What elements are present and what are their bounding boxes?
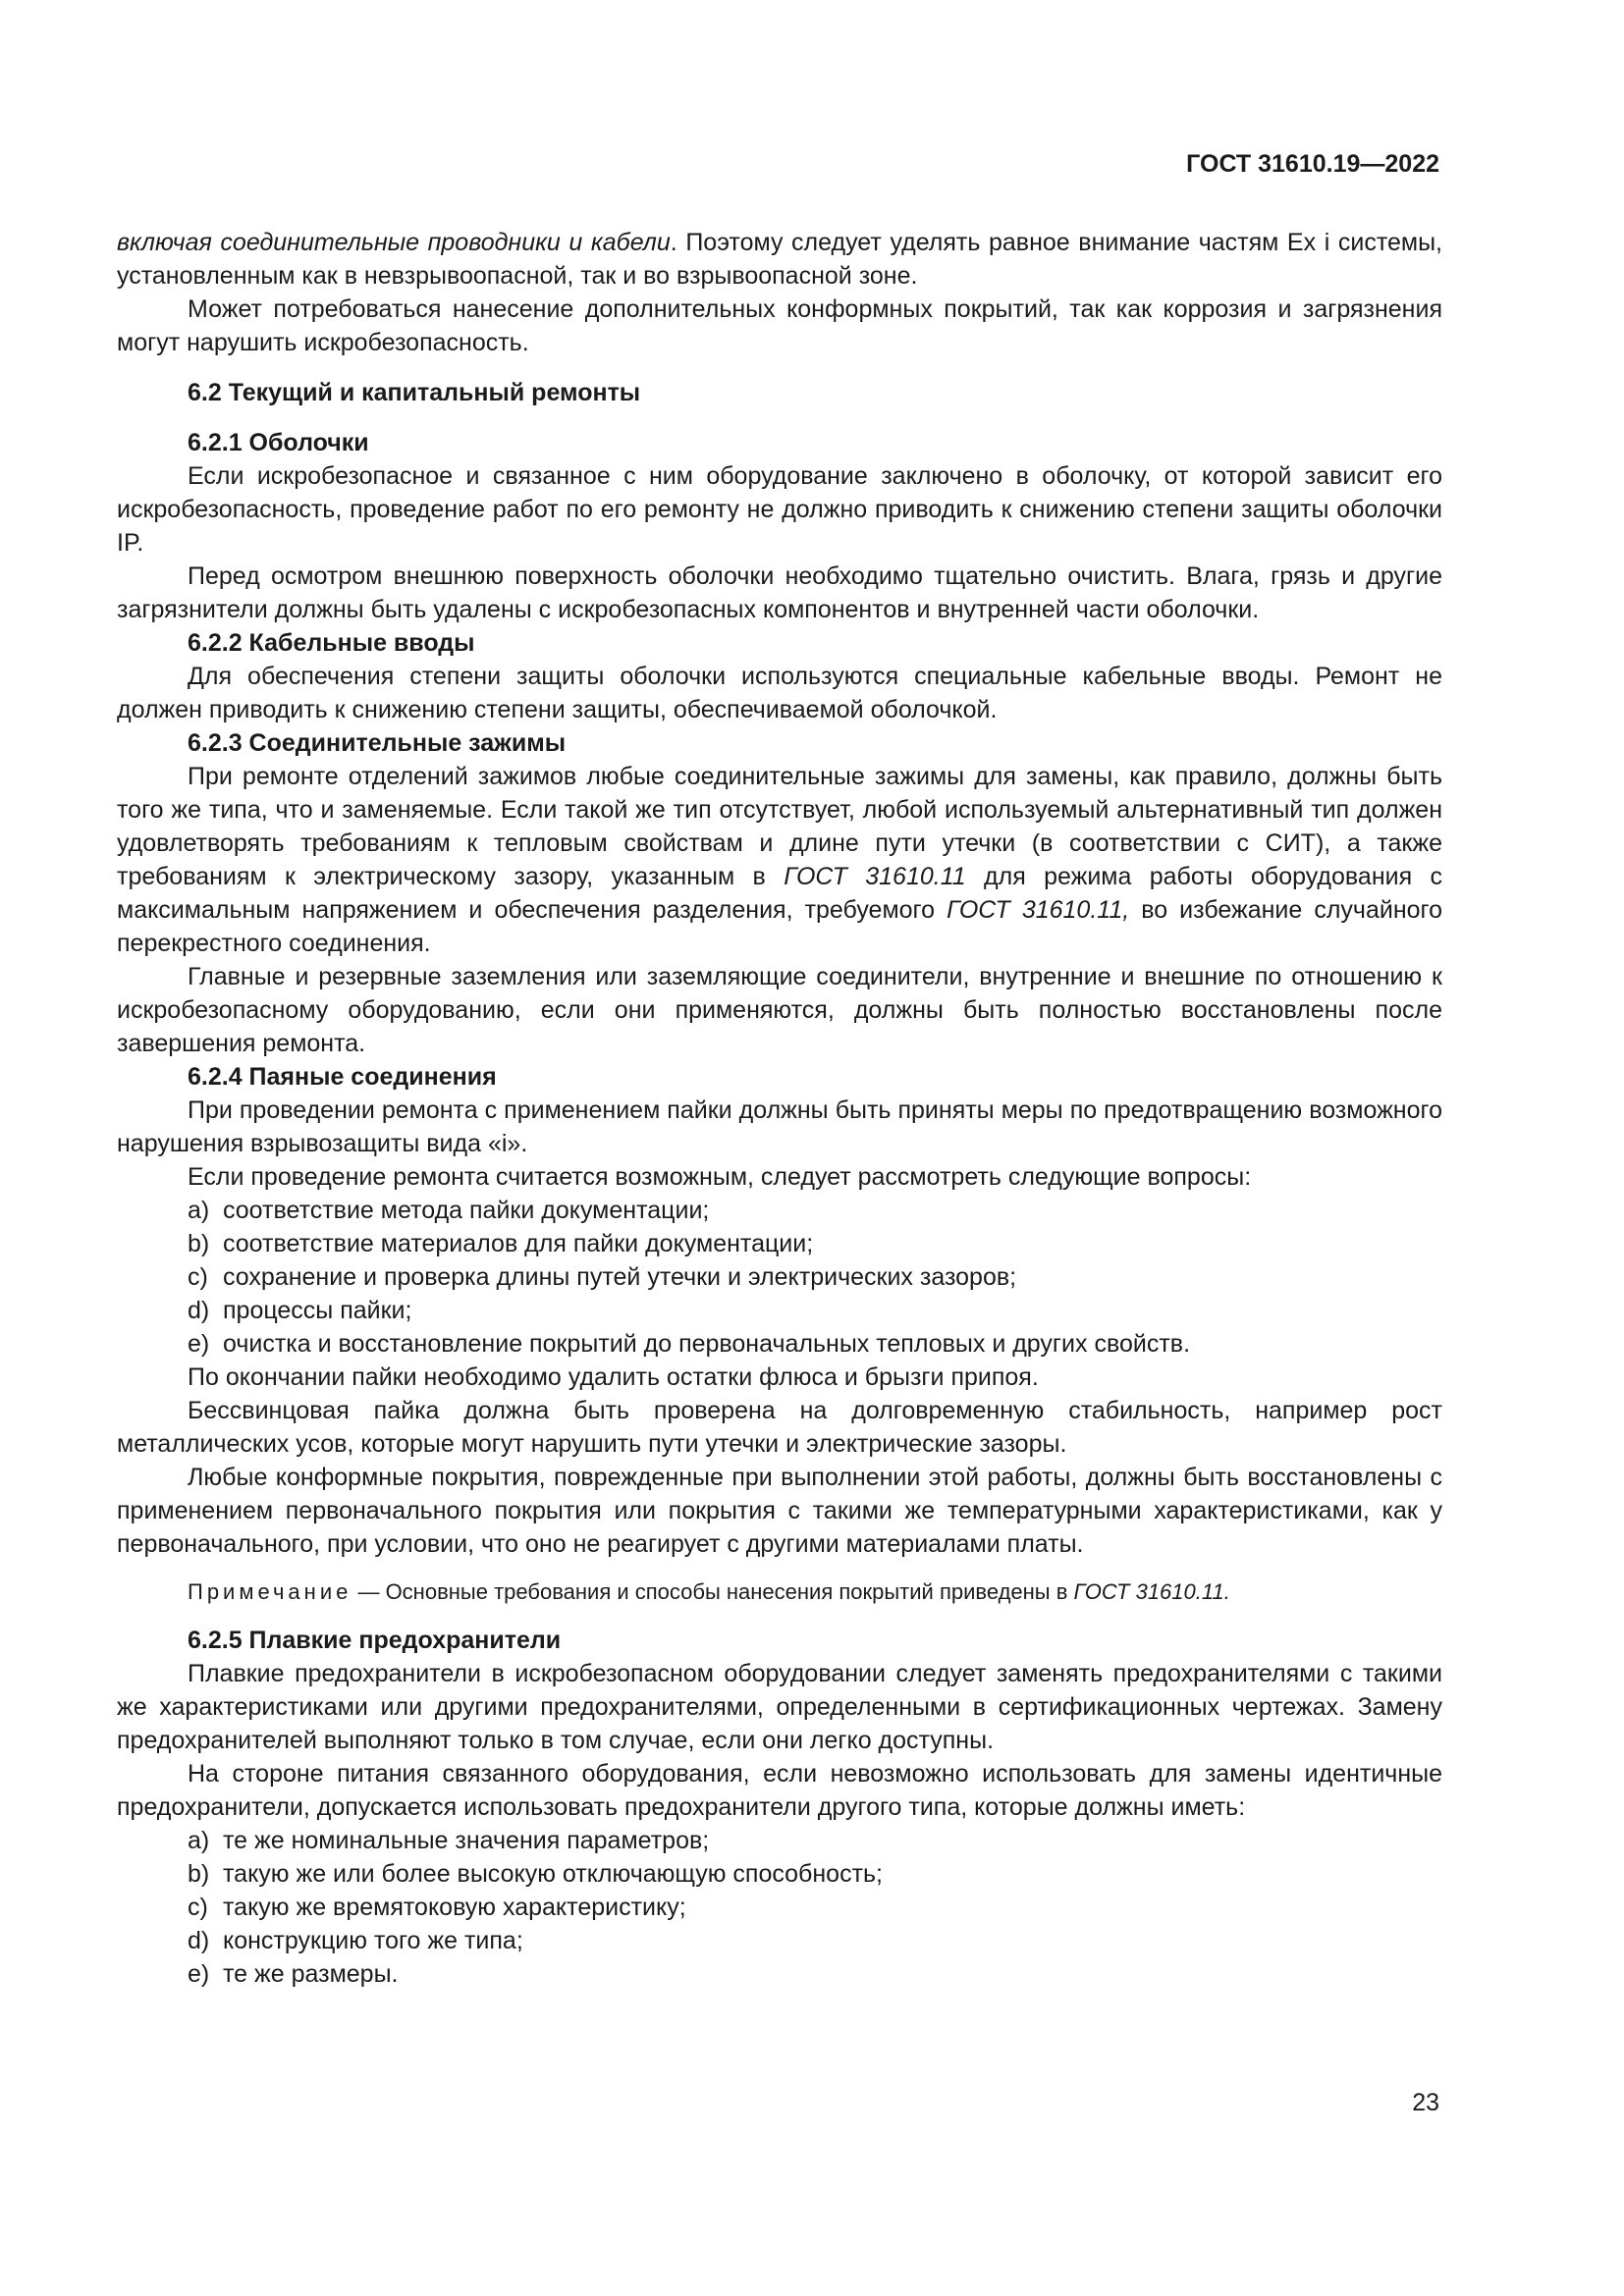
heading-6-2-5: 6.2.5 Плавкие предохранители [188, 1627, 562, 1654]
paragraph-6-2-5-b: На стороне питания связанного оборудования, если невозможно использовать для замены идентичные предохранители, допускается использовать предохранители другого типа, которые должны иметь: [117, 1760, 1442, 1821]
list-item-text: процессы пайки; [223, 1297, 412, 1324]
list-item [117, 1924, 1442, 1957]
list-marker: d) [188, 1297, 210, 1324]
list-item [117, 1891, 1442, 1924]
paragraph-coatings: Может потребоваться нанесение дополнительных конформных покрытий, так как коррозия и загрязнения могут нарушить искробезопасность. [117, 295, 1442, 356]
paragraph-6-2-1-a: Если искробезопасное и связанное с ним оборудование заключено в оболочку, от которой зависит его искробезопасность, проведение работ по его ремонту не должно приводить к снижению степени защиты оболочки IP. [117, 462, 1442, 557]
heading-6-2-2: 6.2.2 Кабельные вводы [188, 629, 475, 657]
heading-6-2: 6.2 Текущий и капитальный ремонты [188, 379, 641, 406]
paragraph-intro-text: . Поэтому следует уделять равное внимание частям Ex i системы, установленным как в невзрывоопасной, так и во взрывоопасной зоне. [117, 229, 1442, 290]
list-item-text: те же номинальные значения параметров; [223, 1827, 710, 1854]
paragraph-6-2-4-a: При проведении ремонта с применением пайки должны быть приняты меры по предотвращению возможного нарушения взрывозащиты вида «i». [117, 1096, 1442, 1157]
list-marker: a) [188, 1827, 210, 1854]
list-item [117, 1227, 1442, 1260]
list-item-text: такую же или более высокую отключающую способность; [223, 1860, 883, 1888]
paragraph-6-2-3-b: Главные и резервные заземления или заземляющие соединители, внутренние и внешние по отношению к искробезопасному оборудованию, если они применяются, должны быть полностью восстановлены после завершения ремонта. [117, 963, 1442, 1057]
list-item-text: соответствие материалов для пайки документации; [223, 1230, 814, 1257]
note [117, 1577, 1442, 1607]
text-run: При ремонте отделений зажимов любые соединительные зажимы для замены, как правило, должны быть того же типа, что и заменяемые. Если такой же тип отсутствует, любой используемый альтернативный тип должен удовлетворять требованиям к тепловым свойствам и длине пути утечки (в соответствии с СИТ), а также требованиям к электрическому зазору, указанным в [117, 763, 1442, 890]
paragraph-6-2-3-a [117, 760, 1442, 960]
list-item [117, 1327, 1442, 1361]
list-item-text: очистка и восстановление покрытий до первоначальных тепловых и других свойств. [223, 1330, 1191, 1358]
list-item-text: соответствие метода пайки документации; [223, 1197, 710, 1224]
note-text: — Основные требования и способы нанесения покрытий приведены в [352, 1579, 1074, 1604]
heading-6-2-1: 6.2.1 Оболочки [188, 429, 369, 456]
list-6-2-5 [117, 1824, 1442, 1991]
list-item-text: сохранение и проверка длины путей утечки и электрических зазоров; [223, 1263, 1017, 1291]
list-marker: d) [188, 1927, 210, 1954]
standard-reference: ГОСТ 31610.11. [1073, 1579, 1230, 1604]
standard-reference: ГОСТ 31610.11, [947, 896, 1130, 924]
list-marker: b) [188, 1860, 210, 1888]
paragraph-intro-italic: включая соединительные проводники и кабели [117, 229, 671, 256]
list-item-text: те же размеры. [223, 1960, 399, 1988]
list-item [117, 1957, 1442, 1991]
paragraph-intro [117, 226, 1442, 293]
standard-reference: ГОСТ 31610.11 [784, 863, 966, 890]
text-run: для режима работы оборудования с максимальным напряжением и обеспечения разделения, требуемого [117, 863, 1442, 924]
list-marker: b) [188, 1230, 210, 1257]
heading-6-2-4: 6.2.4 Паяные соединения [188, 1063, 497, 1091]
list-item [117, 1194, 1442, 1227]
list-marker: e) [188, 1330, 210, 1358]
list-item-text: такую же времятоковую характеристику; [223, 1894, 686, 1921]
document-number-header: ГОСТ 31610.19—2022 [1186, 150, 1439, 178]
list-item-text: конструкцию того же типа; [223, 1927, 523, 1954]
paragraph-6-2-4-b: Если проведение ремонта считается возможным, следует рассмотреть следующие вопросы: [188, 1163, 1252, 1191]
paragraph-6-2-5-a: Плавкие предохранители в искробезопасном оборудовании следует заменять предохранителями с такими же характеристиками или другими предохранителями, определенными в сертификационных чертежах. Замену предохранителей выполняют только в том случае, если они легко доступны. [117, 1660, 1442, 1754]
list-marker: a) [188, 1197, 210, 1224]
paragraph-6-2-1-b: Перед осмотром внешнюю поверхность оболочки необходимо тщательно очистить. Влага, грязь и другие загрязнители должны быть удалены с искробезопасных компонентов и внутренней части оболочки. [117, 562, 1442, 623]
heading-6-2-3: 6.2.3 Соединительные зажимы [188, 729, 567, 757]
list-item [117, 1857, 1442, 1891]
page-number: 23 [1412, 2089, 1439, 2116]
list-6-2-4 [117, 1194, 1442, 1361]
list-item [117, 1294, 1442, 1327]
list-marker: c) [188, 1894, 208, 1921]
paragraph-6-2-4-e: Любые конформные покрытия, поврежденные при выполнении этой работы, должны быть восстановлены с применением первоначального покрытия или покрытия с такими же температурными характеристиками, как у первоначального, при условии, что оно не реагирует с другими материалами платы. [117, 1464, 1442, 1558]
text-run: во избежание случайного перекрестного соединения. [117, 896, 1443, 957]
note-label: Примечание [188, 1579, 352, 1604]
paragraph-6-2-4-c: По окончании пайки необходимо удалить остатки флюса и брызги припоя. [188, 1363, 1039, 1391]
list-item [117, 1824, 1442, 1857]
paragraph-6-2-4-d: Бессвинцовая пайка должна быть проверена на долговременную стабильность, например рост металлических усов, которые могут нарушить пути утечки и электрические зазоры. [117, 1397, 1442, 1458]
paragraph-6-2-2: Для обеспечения степени защиты оболочки используются специальные кабельные вводы. Ремонт не должен приводить к снижению степени защиты, обеспечиваемой оболочкой. [117, 663, 1442, 723]
list-marker: e) [188, 1960, 210, 1988]
document-body [117, 226, 1442, 1991]
list-item [117, 1260, 1442, 1294]
list-marker: c) [188, 1263, 208, 1291]
